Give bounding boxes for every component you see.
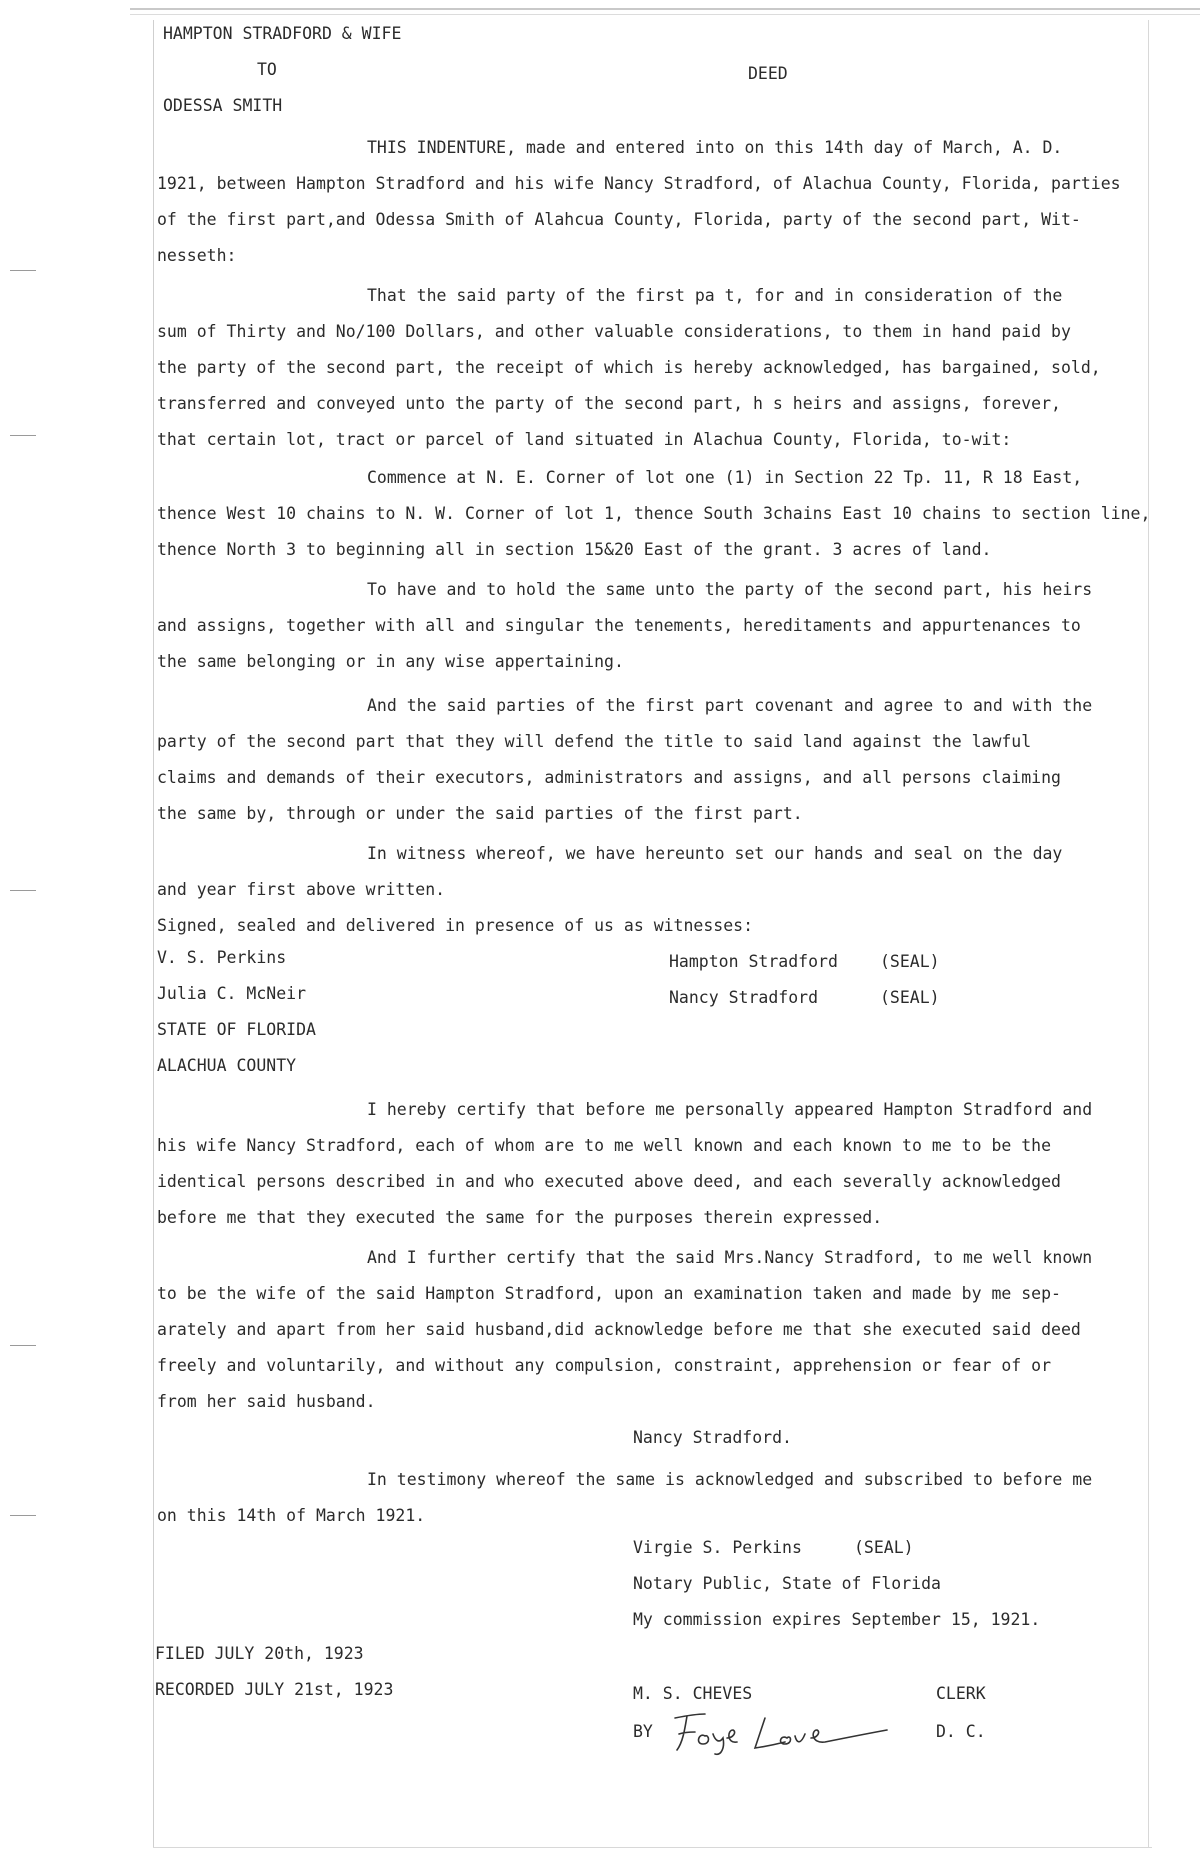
indenture-paragraph: THIS INDENTURE, made and entered into on this 14th day of March, A. D. 1921, between Hampton Stradford and his wife Nancy Stradford, of Alachua County, Florida, parties of the first part,and Odessa Smith of Alahcua County, Florida, party of the second part, Wit- nesseth: — [157, 138, 1121, 265]
state-heading: STATE OF FLORIDA — [157, 1020, 316, 1039]
signer-name: Hampton Stradford — [669, 952, 838, 971]
witness-paragraph: In witness whereof, we have hereunto set our hands and seal on the day and year first above written. Signed, sealed and delivered in presence of us as witnesses: — [157, 844, 1063, 935]
land-description: Commence at N. E. Corner of lot one (1) in Section 22 Tp. 11, R 18 East, thence West 10 chains to N. W. Corner of lot 1, thence South 3chains East 10 chains to section line, thence North 3 to beginning all in section 15&20 East of the grant. 3 acres of land. — [157, 468, 1151, 559]
signer-name: Nancy Stradford — [669, 988, 819, 1007]
top-border — [130, 8, 1200, 10]
document-type: DEED — [748, 64, 788, 83]
seal-mark: (SEAL) — [880, 988, 940, 1007]
separate-examination-paragraph: And I further certify that the said Mrs.Nancy Stradford, to me well known to be the wife of the said Hampton Stradford, upon an examination taken and made by me sep- arately and apart from her said husband,did acknowledge before me that she executed said deed freely and voluntarily, and without any compulsion, constraint, apprehension or fear of or from her said husband. — [157, 1248, 1093, 1411]
witness-name: Julia C. McNeir — [157, 984, 307, 1003]
testimony-paragraph: In testimony whereof the same is acknowledged and subscribed to before me on this 14th of March 1921. — [157, 1470, 1093, 1525]
seal-mark: (SEAL) — [854, 1538, 914, 1557]
deputy-clerk-title: D. C. — [936, 1722, 986, 1741]
clerk-name: M. S. CHEVES — [633, 1684, 753, 1703]
witness-name: V. S. Perkins — [157, 948, 287, 967]
bottom-border — [153, 1847, 1152, 1848]
county-heading: ALACHUA COUNTY — [157, 1056, 297, 1075]
consideration-paragraph: That the said party of the first pa t, for and in consideration of the sum of Thirty and No/100 Dollars, and other valuable considerations, to them in hand paid by the party of the second part, the receipt of which is hereby acknowledged, has bargained, sold, transferred and conveyed unto the party of the second part, h s heirs and assigns, forever, that certain lot, tract or parcel of land situated in Alachua County, Florida, to-wit: — [157, 286, 1101, 449]
commission-expiry: My commission expires September 15, 1921. — [633, 1610, 1041, 1629]
to-heading: TO — [257, 60, 277, 79]
top-border-inner — [130, 14, 1200, 15]
seal-mark: (SEAL) — [880, 952, 940, 971]
recorded-date: RECORDED JULY 21st, 1923 — [155, 1680, 394, 1699]
binding-mark — [10, 435, 36, 436]
binding-mark — [10, 270, 36, 271]
binding-mark — [10, 1345, 36, 1346]
clerk-title: CLERK — [936, 1684, 986, 1703]
binding-mark — [10, 890, 36, 891]
binding-mark — [10, 1515, 36, 1516]
nancy-signature: Nancy Stradford. — [633, 1428, 792, 1447]
by-label: BY — [633, 1722, 653, 1741]
handwritten-signature-image — [665, 1708, 895, 1758]
notary-title: Notary Public, State of Florida — [633, 1574, 941, 1593]
filed-date: FILED JULY 20th, 1923 — [155, 1644, 364, 1663]
habendum-paragraph: To have and to hold the same unto the party of the second part, his heirs and assigns, together with all and singular the tenements, hereditaments and appurtenances to the same belonging or in any wise appertaining. — [157, 580, 1093, 671]
covenant-paragraph: And the said parties of the first part covenant and agree to and with the party of the second part that they will defend the title to said land against the lawful claims and demands of their executors, administrators and assigns, and all persons claiming the same by, through or under the said parties of the first part. — [157, 696, 1093, 823]
notary-name: Virgie S. Perkins — [633, 1538, 802, 1557]
certification-paragraph: I hereby certify that before me personally appeared Hampton Stradford and his wife Nancy Stradford, each of whom are to me well known and each known to me to be the identical persons described in and who executed above deed, and each severally acknowledged before me that they executed the same for the purposes therein expressed. — [157, 1100, 1093, 1227]
left-margin-rule — [153, 20, 154, 1848]
grantee-heading: ODESSA SMITH — [163, 96, 283, 115]
grantor-heading: HAMPTON STRADFORD & WIFE — [163, 24, 402, 43]
right-margin-rule — [1148, 20, 1149, 1848]
